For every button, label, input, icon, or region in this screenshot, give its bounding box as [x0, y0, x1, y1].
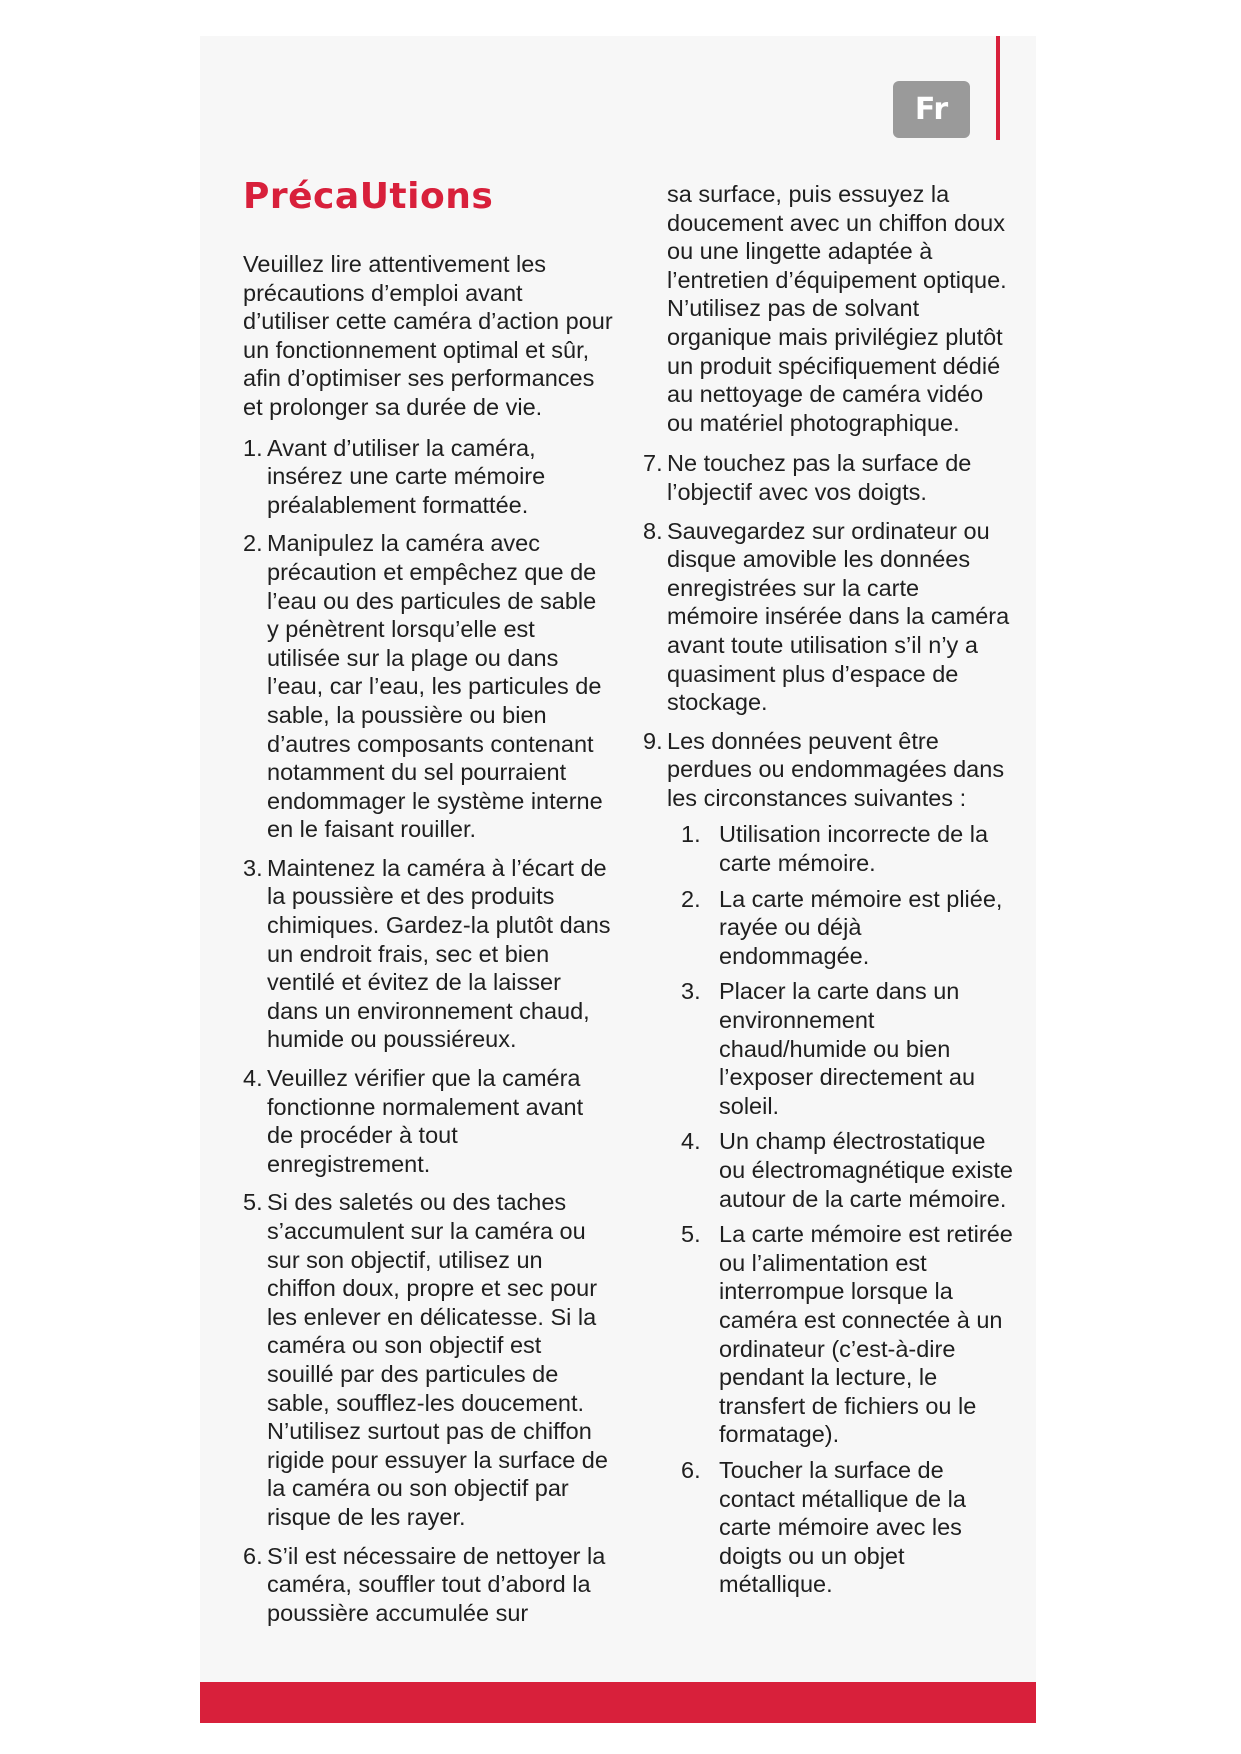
item-text: S’il est nécessaire de nettoyer la caméra, souffler tout d’abord la poussière accumulée sur — [267, 1542, 606, 1626]
subitem-number: 5. — [681, 1221, 701, 1248]
item-number: 5. — [243, 1189, 263, 1216]
intro-paragraph: Veuillez lire attentivement les précautions d’emploi avant d’utiliser cette caméra d’action pour un fonctionnement optimal et sûr, afin d’optimiser ses performances et prolonger sa durée de vie. — [243, 251, 613, 420]
list-item — [643, 449, 1013, 506]
sublist-item — [681, 977, 1013, 1120]
item-text: Veuillez vérifier que la caméra fonctionne normalement avant de procéder à tout enregistrement. — [267, 1065, 584, 1177]
subitem-text: Utilisation incorrecte de la carte mémoire. — [719, 821, 989, 877]
item-number: 2. — [243, 530, 263, 557]
item-number: 1. — [243, 434, 263, 461]
sublist-item — [681, 1456, 1013, 1599]
precautions-list-continued — [643, 449, 1013, 1599]
right-column — [643, 180, 1013, 1609]
subitem-number: 2. — [681, 885, 701, 912]
section-title: PrécaUtions — [243, 176, 494, 217]
list-item — [243, 854, 613, 1054]
subitem-text: La carte mémoire est pliée, rayée ou déjà endommagée. — [719, 885, 1003, 969]
list-item — [243, 1064, 613, 1178]
item-number: 6. — [243, 1542, 263, 1569]
subitem-number: 1. — [681, 821, 701, 848]
circumstances-sublist — [681, 820, 1013, 1598]
subitem-number: 4. — [681, 1128, 701, 1155]
subitem-text: La carte mémoire est retirée ou l’alimentation est interrompue lorsque la caméra est connectée à un ordinateur (c’est-à-dire pendant la lecture, le transfert de fichiers ou le formatage). — [719, 1221, 1013, 1448]
subitem-text: Placer la carte dans un environnement chaud/humide ou bien l’exposer directement au soleil. — [719, 978, 976, 1119]
item-number: 7. — [643, 450, 663, 477]
subitem-text: Toucher la surface de contact métallique de la carte mémoire avec les doigts ou un objet métallique. — [719, 1456, 966, 1598]
item-number: 3. — [243, 854, 263, 881]
list-item — [243, 1188, 613, 1531]
item-text: Avant d’utiliser la caméra, insérez une carte mémoire préalablement formattée. — [267, 434, 546, 518]
item-number: 9. — [643, 727, 663, 754]
left-column — [243, 250, 613, 1637]
subitem-text: Un champ électrostatique ou électromagnétique existe autour de la carte mémoire. — [719, 1128, 1013, 1212]
sublist-item — [681, 1127, 1013, 1213]
list-item — [243, 434, 613, 520]
item-number: 8. — [643, 517, 663, 544]
item-text: Maintenez la caméra à l’écart de la poussière et des produits chimiques. Gardez-la plutôt dans un endroit frais, sec et bien ventilé et évitez de la laisser dans un environnement chaud, humide ou poussiéreux. — [267, 854, 611, 1053]
item-continuation: sa surface, puis essuyez la doucement avec un chiffon doux ou une lingette adaptée à l’entretien d’équipement optique. N’utilisez pas de solvant organique mais privilégiez plutôt un produit spécifiquement dédié au nettoyage de caméra vidéo ou matériel photographique. — [667, 181, 1007, 436]
sublist-item — [681, 885, 1013, 971]
subitem-number: 3. — [681, 978, 701, 1005]
item-text: Les données peuvent être perdues ou endommagées dans les circonstances suivantes : — [667, 727, 1005, 811]
language-badge: Fr — [893, 81, 970, 138]
item-text: Sauvegardez sur ordinateur ou disque amovible les données enregistrées sur la carte mémoire insérée dans la caméra avant toute utilisation s’il n’y a quasiment plus d’espace de stockage. — [667, 517, 1010, 716]
list-item — [643, 517, 1013, 717]
top-accent-rule — [996, 36, 1000, 140]
subitem-number: 6. — [681, 1456, 701, 1483]
sublist-item — [681, 820, 1013, 877]
list-item — [243, 529, 613, 844]
precautions-list — [243, 434, 613, 1628]
list-item — [243, 1542, 613, 1628]
list-item — [643, 727, 1013, 1599]
item-text: Ne touchez pas la surface de l’objectif avec vos doigts. — [667, 450, 972, 505]
item-text: Si des saletés ou des taches s’accumulent sur la caméra ou sur son objectif, utilisez un chiffon doux, propre et sec pour les enlever en délicatesse. Si la caméra ou son objectif est souillé par des particules de sable, soufflez-les doucement. N’utilisez surtout pas de chiffon rigide pour essuyer la surface de la caméra ou son objectif par risque de les rayer. — [267, 1189, 608, 1530]
bottom-accent-bar — [200, 1682, 1036, 1723]
item-number: 4. — [243, 1065, 263, 1092]
item-text: Manipulez la caméra avec précaution et empêchez que de l’eau ou des particules de sable y pénètrent lorsqu’elle est utilisée sur la plage ou dans l’eau, car l’eau, les particules de sable, la poussière ou bien d’autres composants contenant notamment du sel pourraient endommager le système interne en le faisant rouiller. — [267, 530, 603, 843]
sublist-item — [681, 1220, 1013, 1449]
